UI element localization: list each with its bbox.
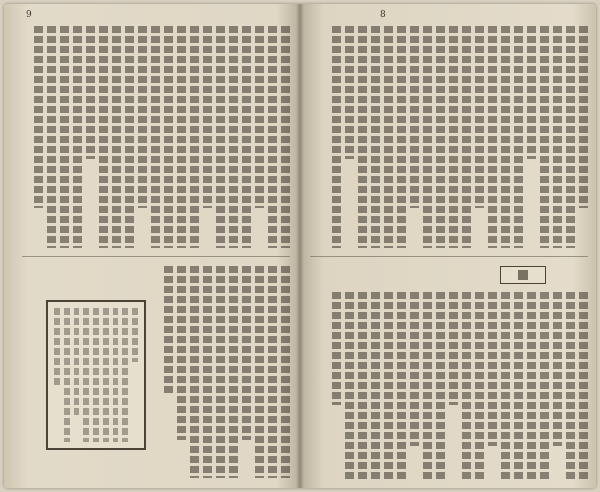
section-heading-mark [518,270,528,280]
book-gutter [296,4,304,488]
right-page-number: 8 [380,10,387,20]
right-page-upper-columns [310,26,588,248]
book-spread [4,4,596,488]
left-page-number: 9 [26,10,33,20]
left-page-note-box [46,300,146,450]
left-page-upper-columns [22,26,290,248]
left-page-divider [22,256,290,257]
right-page-divider [310,256,588,257]
note-box-columns [54,308,138,442]
right-page-lower-columns [310,292,588,480]
right-page-section-heading [500,266,546,284]
left-page-lower-columns [154,266,290,478]
